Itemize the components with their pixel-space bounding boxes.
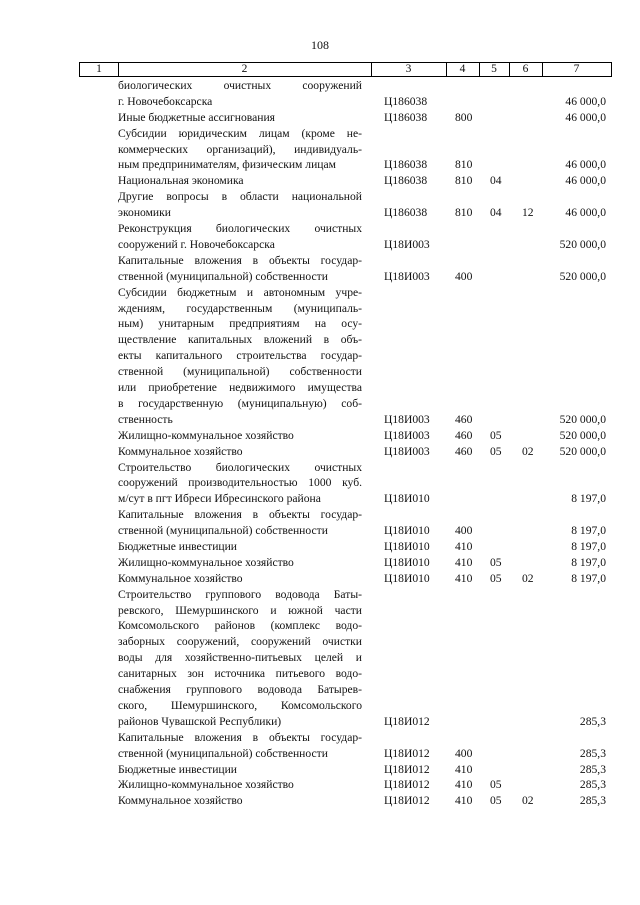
row-col-4: 460 xyxy=(455,412,473,426)
row-amount: 285,3 xyxy=(579,746,606,760)
description-line: ждениям, государственным (муниципаль- xyxy=(118,301,362,315)
row-code: Ц18И003 xyxy=(384,428,430,442)
description-line: ным предпринимателям, физическим лицам xyxy=(118,158,336,172)
description-line: екты капитального строительства государ- xyxy=(118,349,362,363)
row-code: Ц186038 xyxy=(384,206,428,220)
row-description xyxy=(118,730,362,762)
row-col-5: 05 xyxy=(490,794,502,808)
description-line: Капитальные вложения в объекты государ- xyxy=(118,508,362,522)
header-col-7: 7 xyxy=(573,63,580,75)
row-code: Ц18И012 xyxy=(384,778,430,792)
row-code: Ц18И010 xyxy=(384,524,430,538)
row-description xyxy=(118,793,362,809)
row-amount: 285,3 xyxy=(579,714,606,728)
description-line: Коммунальное хозяйство xyxy=(118,794,243,808)
row-amount: 46 000,0 xyxy=(565,206,606,220)
table-row xyxy=(0,587,640,730)
description-line: заборных сооружений, сооружений очистки xyxy=(118,635,362,649)
row-col-4: 410 xyxy=(455,762,473,776)
description-line: Реконструкция биологических очистных xyxy=(118,222,362,236)
description-line: ществление капитальных вложений в объ- xyxy=(118,333,362,347)
row-amount: 46 000,0 xyxy=(565,158,606,172)
row-amount: 8 197,0 xyxy=(571,540,606,553)
row-col-6: 12 xyxy=(522,206,534,220)
description-line: Строительство биологических очистных xyxy=(118,460,362,474)
description-line: ственность xyxy=(118,412,173,426)
row-description xyxy=(118,762,362,778)
row-col-4: 810 xyxy=(455,158,473,172)
description-line: Коммунальное хозяйство xyxy=(118,571,243,585)
description-line: биологических очистных сооружений xyxy=(118,79,362,92)
description-line: ственной (муниципальной) собственности xyxy=(118,746,328,760)
table-row xyxy=(0,555,640,571)
table-row xyxy=(0,428,640,444)
header-col-3: 3 xyxy=(371,63,447,76)
row-description xyxy=(118,460,362,508)
table-row xyxy=(0,507,640,539)
table-row xyxy=(0,793,640,809)
row-amount: 285,3 xyxy=(579,794,606,808)
row-amount: 8 197,0 xyxy=(571,492,606,506)
row-col-4: 410 xyxy=(455,794,473,808)
row-col-4: 410 xyxy=(455,778,473,792)
row-col-5: 05 xyxy=(490,778,502,792)
description-line: Коммунальное хозяйство xyxy=(118,444,243,458)
row-description xyxy=(118,587,362,730)
header-col-1: 1 xyxy=(80,63,119,76)
row-amount: 46 000,0 xyxy=(565,110,606,124)
row-code: Ц18И010 xyxy=(384,555,430,569)
description-line: м/сут в пгт Ибреси Ибресинского района xyxy=(118,492,321,506)
row-amount: 520 000,0 xyxy=(559,237,606,251)
description-line: ревского, Шемуршинского и южной части xyxy=(118,603,362,617)
description-line: ственной (муниципальной) собственности xyxy=(118,365,362,379)
description-line: Бюджетные инвестиции xyxy=(118,762,238,776)
row-description xyxy=(118,126,362,174)
row-amount: 46 000,0 xyxy=(565,94,606,108)
row-col-5: 05 xyxy=(490,428,502,442)
row-code: Ц18И003 xyxy=(384,269,430,283)
table-row xyxy=(0,777,640,793)
row-code: Ц18И010 xyxy=(384,571,430,585)
description-line: экономики xyxy=(118,206,171,220)
row-col-4: 400 xyxy=(455,524,473,538)
description-line: сооружений г. Новочебоксарска xyxy=(118,237,275,251)
table-row xyxy=(0,221,640,253)
table-row xyxy=(0,444,640,460)
row-description xyxy=(118,253,362,285)
row-col-6: 02 xyxy=(522,571,534,585)
table-row xyxy=(0,762,640,778)
row-amount: 520 000,0 xyxy=(559,269,606,283)
table-row xyxy=(0,173,640,189)
row-amount: 8 197,0 xyxy=(571,524,606,538)
row-code: Ц18И003 xyxy=(384,237,430,251)
row-col-4: 460 xyxy=(455,428,473,442)
description-line: Субсидии бюджетным и автономным учре- xyxy=(118,285,362,299)
description-line: ственной (муниципальной) собственности xyxy=(118,269,328,283)
table-row xyxy=(0,78,640,110)
description-line: ского, Шемуршинского, Комсомольского xyxy=(118,698,362,712)
description-line: в государственную (муниципальную) соб- xyxy=(118,396,362,410)
row-col-5: 04 xyxy=(490,206,502,220)
row-code: Ц186038 xyxy=(384,110,428,124)
description-line: Жилищно-коммунальное хозяйство xyxy=(118,555,294,569)
row-col-4: 800 xyxy=(455,110,473,124)
description-line: или приобретение недвижимого имущества xyxy=(118,381,362,394)
row-col-5: 05 xyxy=(490,571,502,585)
description-line: снабжения группового водовода Батырев- xyxy=(118,683,362,697)
description-line: сооружений производительностью 1000 куб. xyxy=(118,476,362,490)
row-code: Ц18И003 xyxy=(384,412,430,426)
row-code: Ц18И003 xyxy=(384,444,430,458)
row-amount: 285,3 xyxy=(579,762,606,776)
row-code: Ц18И012 xyxy=(384,746,430,760)
row-description xyxy=(118,173,362,189)
budget-table-body xyxy=(0,78,640,809)
header-col-2: 2 xyxy=(118,63,372,76)
row-col-4: 410 xyxy=(455,540,473,553)
header-col-4: 4 xyxy=(446,63,480,76)
row-code: Ц18И012 xyxy=(384,794,430,808)
row-code: Ц186038 xyxy=(384,174,428,188)
row-col-5: 05 xyxy=(490,444,502,458)
description-line: Строительство группового водовода Баты- xyxy=(118,587,362,601)
page-number: 108 xyxy=(311,38,329,52)
row-description xyxy=(118,78,362,110)
table-row xyxy=(0,539,640,555)
row-col-5: 05 xyxy=(490,555,502,569)
row-col-4: 410 xyxy=(455,571,473,585)
row-amount: 520 000,0 xyxy=(559,444,606,458)
header-col-6: 6 xyxy=(509,63,543,76)
description-line: г. Новочебоксарска xyxy=(118,94,213,108)
description-line: Национальная экономика xyxy=(118,174,244,188)
description-line: Бюджетные инвестиции xyxy=(118,540,238,554)
table-row xyxy=(0,189,640,221)
row-amount: 8 197,0 xyxy=(571,571,606,585)
row-description xyxy=(118,221,362,253)
table-row xyxy=(0,110,640,126)
description-line: Другие вопросы в области национальной xyxy=(118,190,362,204)
row-code: Ц18И012 xyxy=(384,714,430,728)
row-col-6: 02 xyxy=(522,444,534,458)
row-col-5: 04 xyxy=(490,174,502,188)
description-line: Субсидии юридическим лицам (кроме не- xyxy=(118,126,362,140)
description-line: Капитальные вложения в объекты государ- xyxy=(118,730,362,744)
description-line: Капитальные вложения в объекты государ- xyxy=(118,253,362,267)
header-col-5: 5 xyxy=(479,63,510,76)
row-col-4: 810 xyxy=(455,174,473,188)
row-col-4: 810 xyxy=(455,206,473,220)
row-code: Ц18И010 xyxy=(384,540,430,553)
row-code: Ц186038 xyxy=(384,94,428,108)
table-row xyxy=(0,285,640,428)
row-description xyxy=(118,507,362,539)
row-col-4: 400 xyxy=(455,269,473,283)
row-description xyxy=(118,539,362,555)
description-line: Иные бюджетные ассигнования xyxy=(118,110,275,124)
description-line: воды для хозяйственно-питьевых целей и xyxy=(118,651,362,665)
description-line: районов Чувашской Республики) xyxy=(118,714,282,728)
row-col-4: 460 xyxy=(455,444,473,458)
row-col-4: 410 xyxy=(455,555,473,569)
description-line: коммерческих организаций), индивидуаль- xyxy=(118,142,362,156)
row-amount: 520 000,0 xyxy=(559,428,606,442)
row-amount: 520 000,0 xyxy=(559,412,606,426)
row-description xyxy=(118,444,362,460)
row-amount: 8 197,0 xyxy=(571,555,606,569)
table-row xyxy=(0,730,640,762)
description-line: Жилищно-коммунальное хозяйство xyxy=(118,428,294,442)
row-description xyxy=(118,571,362,587)
row-description xyxy=(118,189,362,221)
table-row xyxy=(0,460,640,508)
table-header xyxy=(79,62,612,77)
row-amount: 285,3 xyxy=(579,778,606,792)
description-line: Комсомольского районов (комплекс водо- xyxy=(118,619,362,633)
row-description xyxy=(118,285,362,428)
row-code: Ц18И010 xyxy=(384,492,430,506)
description-line: санитарных зон источника питьевого водо- xyxy=(118,667,362,681)
row-code: Ц18И012 xyxy=(384,762,430,776)
row-code: Ц186038 xyxy=(384,158,428,172)
row-description xyxy=(118,777,362,793)
row-amount: 46 000,0 xyxy=(565,174,606,188)
description-line: ственной (муниципальной) собственности xyxy=(118,524,328,538)
description-line: ным) унитарным предприятиям на осу- xyxy=(118,317,362,331)
table-row xyxy=(0,253,640,285)
table-row xyxy=(0,571,640,587)
row-col-6: 02 xyxy=(522,794,534,808)
row-description xyxy=(118,428,362,444)
row-col-4: 400 xyxy=(455,746,473,760)
row-description xyxy=(118,555,362,571)
table-row xyxy=(0,126,640,174)
description-line: Жилищно-коммунальное хозяйство xyxy=(118,778,294,792)
row-description xyxy=(118,110,362,126)
